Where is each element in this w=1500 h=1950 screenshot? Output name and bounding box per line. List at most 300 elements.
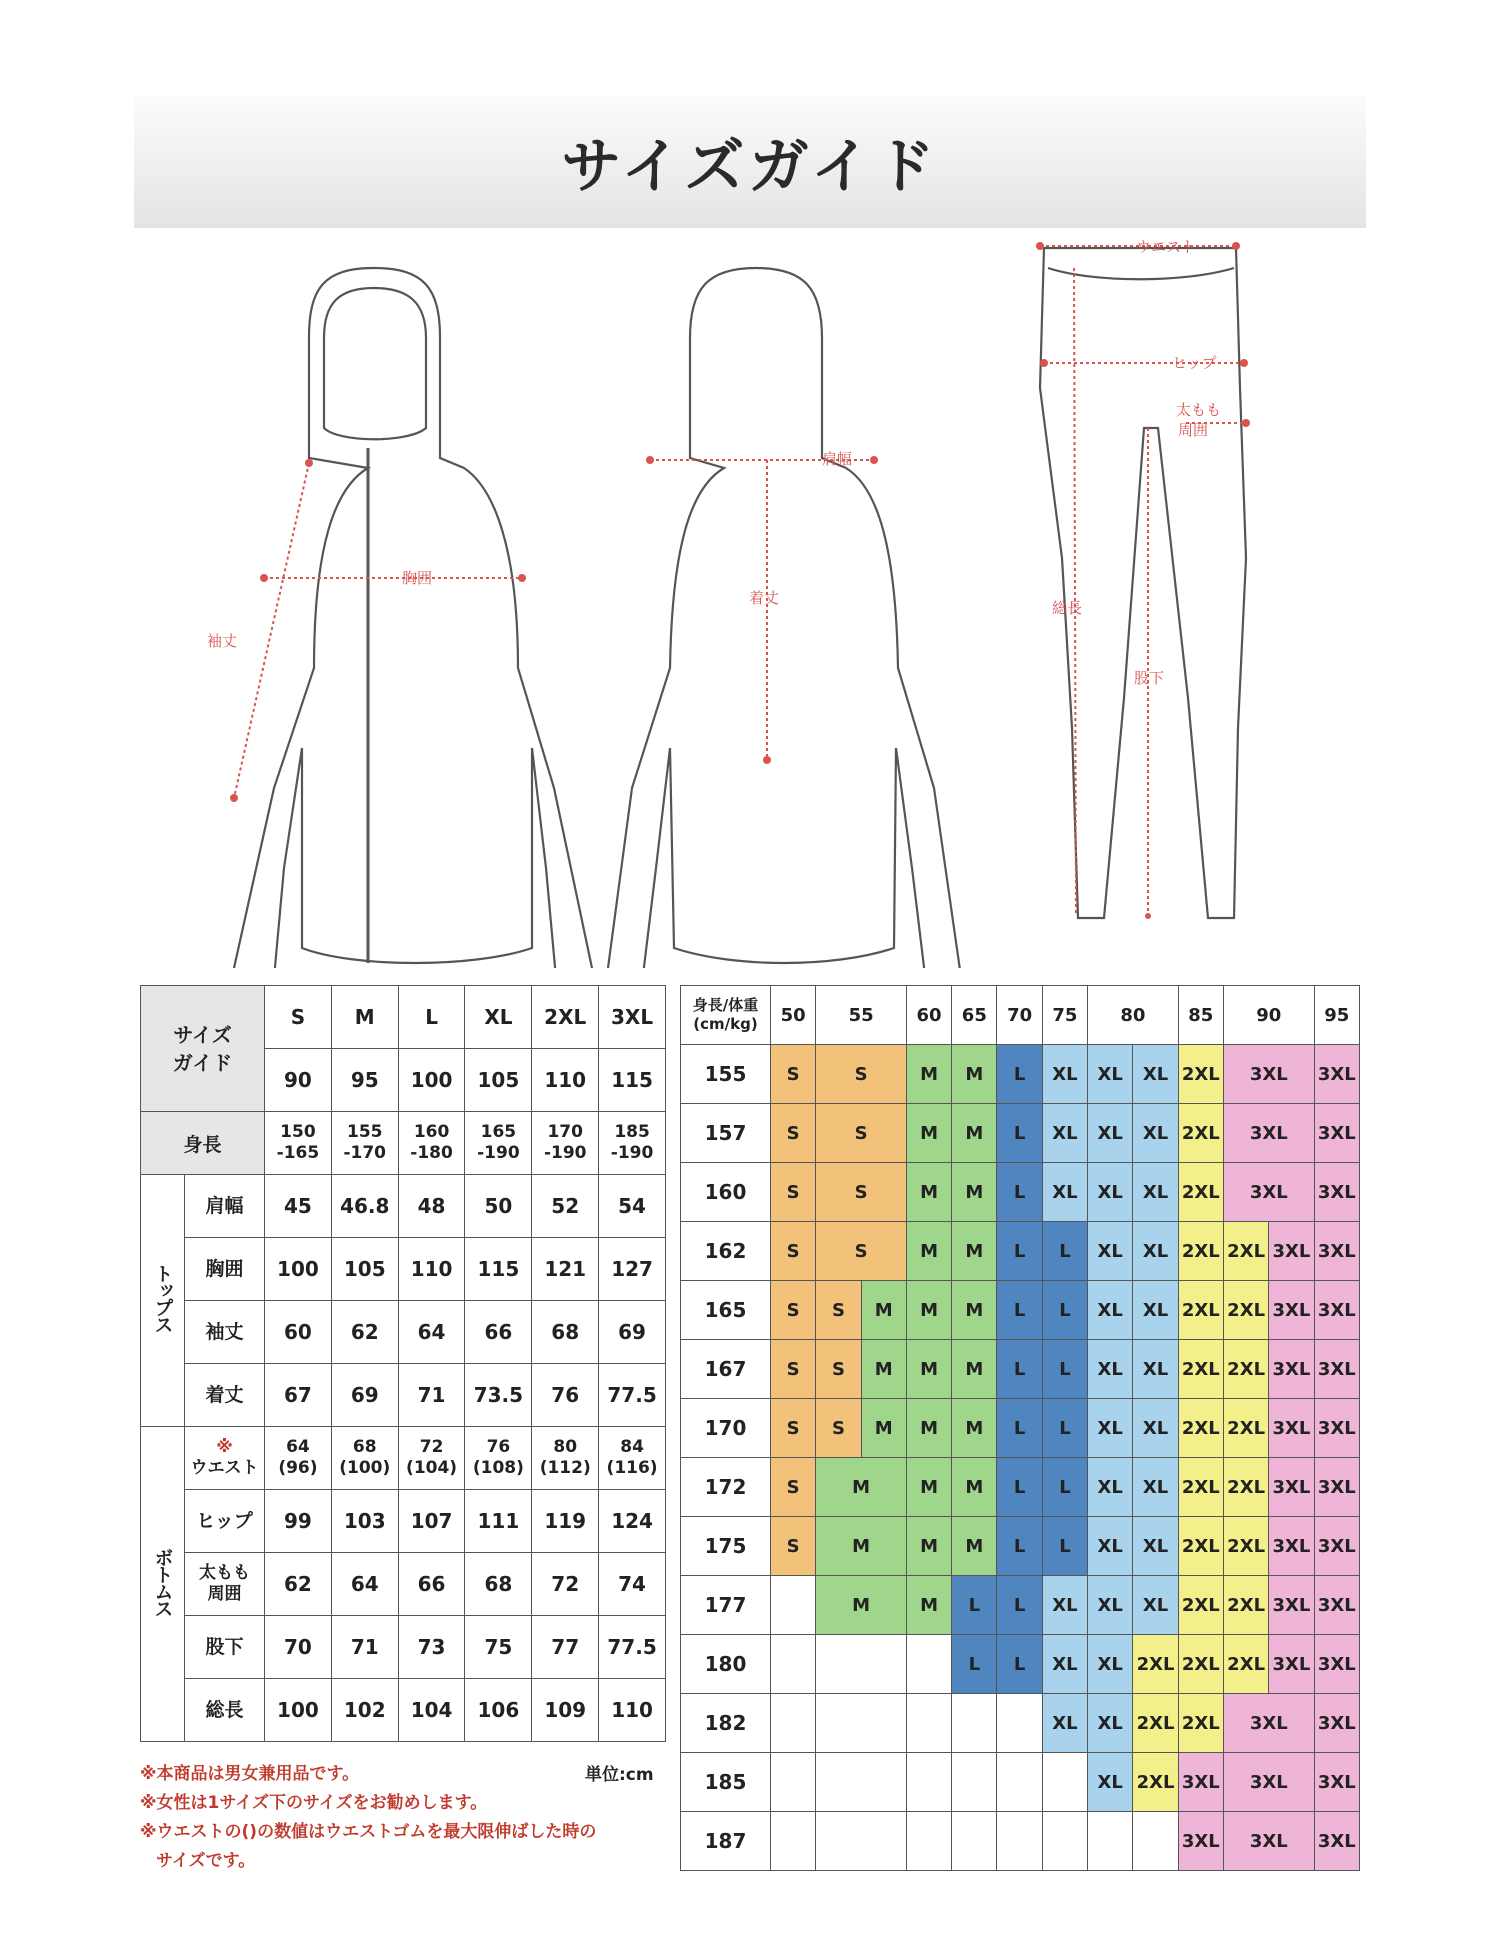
- garment-illustrations: [134, 228, 1366, 968]
- tops-measure-label: 袖丈: [185, 1301, 265, 1364]
- height-row-header: 155: [681, 1045, 771, 1104]
- height-row-header: 167: [681, 1340, 771, 1399]
- tops-value-cell: 110: [398, 1238, 465, 1301]
- fit-size-cell: 2XL: [1178, 1458, 1223, 1517]
- fit-empty-cell: [952, 1753, 997, 1812]
- fit-size-cell: 2XL: [1223, 1281, 1268, 1340]
- fit-size-cell: 3XL: [1178, 1753, 1223, 1812]
- fit-empty-cell: [952, 1694, 997, 1753]
- fit-size-cell: 3XL: [1314, 1340, 1359, 1399]
- fit-empty-cell: [771, 1812, 816, 1871]
- fit-size-cell: S: [816, 1045, 907, 1104]
- bottoms-value-cell: 75: [465, 1616, 532, 1679]
- fit-row: [681, 1222, 1360, 1281]
- tops-value-cell: 50: [465, 1175, 532, 1238]
- fit-empty-cell: [771, 1635, 816, 1694]
- bottoms-group-label: [141, 1427, 185, 1742]
- fit-size-cell: 3XL: [1314, 1458, 1359, 1517]
- fit-empty-cell: [1042, 1753, 1087, 1812]
- fit-size-cell: 3XL: [1314, 1104, 1359, 1163]
- fit-size-cell: M: [952, 1517, 997, 1576]
- fit-row: [681, 1458, 1360, 1517]
- label-inseam: 股下: [1134, 669, 1165, 687]
- fit-size-cell: M: [816, 1576, 907, 1635]
- fit-size-cell: 2XL: [1178, 1222, 1223, 1281]
- size-code-cell: 115: [599, 1049, 666, 1112]
- tops-value-cell: 62: [331, 1301, 398, 1364]
- bottoms-value-cell: 71: [331, 1616, 398, 1679]
- weight-header-cell: 70: [997, 986, 1042, 1045]
- fit-size-cell: M: [906, 1281, 951, 1340]
- fit-size-cell: L: [1042, 1458, 1087, 1517]
- bottoms-row: [141, 1616, 666, 1679]
- fit-size-cell: XL: [1042, 1635, 1087, 1694]
- tops-value-cell: 54: [599, 1175, 666, 1238]
- fit-size-cell: 3XL: [1314, 1517, 1359, 1576]
- fit-size-cell: L: [997, 1517, 1042, 1576]
- fit-empty-cell: [906, 1635, 951, 1694]
- pants-drawing: [1040, 248, 1246, 918]
- fit-size-cell: XL: [1088, 1517, 1133, 1576]
- waist-value-cell: 64 (96): [265, 1427, 332, 1490]
- bottoms-value-cell: 100: [265, 1679, 332, 1742]
- fit-size-cell: M: [906, 1458, 951, 1517]
- bottoms-value-cell: 107: [398, 1490, 465, 1553]
- fit-size-cell: XL: [1088, 1753, 1133, 1812]
- bottoms-value-cell: 66: [398, 1553, 465, 1616]
- height-row: [141, 1112, 666, 1175]
- fit-size-cell: S: [816, 1399, 861, 1458]
- fit-empty-cell: [771, 1694, 816, 1753]
- fit-size-cell: 2XL: [1133, 1694, 1178, 1753]
- fit-size-cell: 2XL: [1178, 1281, 1223, 1340]
- tops-row: [141, 1175, 666, 1238]
- size-guide-body: [141, 986, 666, 1742]
- tops-value-cell: 127: [599, 1238, 666, 1301]
- fit-size-cell: XL: [1133, 1576, 1178, 1635]
- bottoms-value-cell: 64: [331, 1553, 398, 1616]
- size-guide-table: [140, 985, 666, 1742]
- bottoms-measure-label: ヒップ: [185, 1490, 265, 1553]
- tops-value-cell: 77.5: [599, 1364, 666, 1427]
- fit-header-row: [681, 986, 1360, 1045]
- fit-size-cell: 2XL: [1178, 1104, 1223, 1163]
- fit-size-cell: M: [816, 1517, 907, 1576]
- tops-value-cell: 68: [532, 1301, 599, 1364]
- fit-size-cell: 3XL: [1314, 1045, 1359, 1104]
- tops-value-cell: 69: [331, 1364, 398, 1427]
- fit-size-cell: 2XL: [1223, 1576, 1268, 1635]
- tops-value-cell: 64: [398, 1301, 465, 1364]
- fit-size-cell: M: [952, 1340, 997, 1399]
- fit-size-cell: 3XL: [1269, 1399, 1314, 1458]
- tops-value-cell: 73.5: [465, 1364, 532, 1427]
- weight-header-cell: 75: [1042, 986, 1087, 1045]
- label-shoulder: 肩幅: [822, 450, 853, 468]
- fit-size-cell: XL: [1088, 1104, 1133, 1163]
- fit-size-cell: S: [771, 1281, 816, 1340]
- tops-value-cell: 115: [465, 1238, 532, 1301]
- fit-size-cell: M: [952, 1281, 997, 1340]
- garment-diagram-svg: [134, 228, 1366, 968]
- bottoms-value-cell: 70: [265, 1616, 332, 1679]
- fit-size-cell: 2XL: [1223, 1517, 1268, 1576]
- fit-size-cell: M: [906, 1399, 951, 1458]
- fit-size-cell: S: [771, 1104, 816, 1163]
- fit-size-cell: 2XL: [1133, 1635, 1178, 1694]
- fit-size-cell: 2XL: [1178, 1576, 1223, 1635]
- fit-size-cell: XL: [1088, 1635, 1133, 1694]
- fit-size-cell: L: [997, 1281, 1042, 1340]
- fit-size-cell: XL: [1133, 1163, 1178, 1222]
- size-header-cell: M: [331, 986, 398, 1049]
- weight-header-cell: 95: [1314, 986, 1359, 1045]
- bottoms-value-cell: 74: [599, 1553, 666, 1616]
- height-row-header: 180: [681, 1635, 771, 1694]
- bottoms-value-cell: 119: [532, 1490, 599, 1553]
- bottoms-value-cell: 104: [398, 1679, 465, 1742]
- tops-value-cell: 76: [532, 1364, 599, 1427]
- size-code-cell: 90: [265, 1049, 332, 1112]
- note-unisex: ※本商品は男女兼用品です。: [140, 1764, 360, 1784]
- fit-row: [681, 1104, 1360, 1163]
- fit-size-cell: M: [906, 1340, 951, 1399]
- fit-size-cell: 2XL: [1178, 1340, 1223, 1399]
- fit-empty-cell: [906, 1753, 951, 1812]
- bottoms-value-cell: 99: [265, 1490, 332, 1553]
- title-banner: [134, 96, 1366, 228]
- fit-size-cell: M: [906, 1045, 951, 1104]
- waist-value-cell: 68 (100): [331, 1427, 398, 1490]
- bottoms-value-cell: 77.5: [599, 1616, 666, 1679]
- height-row-header: 172: [681, 1458, 771, 1517]
- bottoms-value-cell: 106: [465, 1679, 532, 1742]
- bottoms-row: [141, 1490, 666, 1553]
- fit-size-cell: L: [997, 1340, 1042, 1399]
- fit-size-cell: XL: [1133, 1340, 1178, 1399]
- bottoms-group-text: ボトムス: [151, 1547, 174, 1616]
- fit-size-cell: S: [771, 1340, 816, 1399]
- bottoms-row: [141, 1553, 666, 1616]
- fit-size-cell: L: [997, 1635, 1042, 1694]
- bottoms-measure-label: 股下: [185, 1616, 265, 1679]
- fit-size-cell: 3XL: [1314, 1222, 1359, 1281]
- fit-size-cell: XL: [1133, 1104, 1178, 1163]
- fit-empty-cell: [816, 1812, 907, 1871]
- fit-empty-cell: [771, 1753, 816, 1812]
- tops-value-cell: 45: [265, 1175, 332, 1238]
- fit-size-cell: 3XL: [1223, 1163, 1314, 1222]
- fit-size-cell: 2XL: [1178, 1635, 1223, 1694]
- weight-header-cell: 80: [1088, 986, 1179, 1045]
- size-header-cell: S: [265, 986, 332, 1049]
- fit-size-cell: 2XL: [1178, 1399, 1223, 1458]
- height-row-header: 177: [681, 1576, 771, 1635]
- bottoms-value-cell: 111: [465, 1490, 532, 1553]
- bottoms-value-cell: 102: [331, 1679, 398, 1742]
- tops-row: [141, 1301, 666, 1364]
- fit-empty-cell: [1042, 1812, 1087, 1871]
- waist-value-cell: 72 (104): [398, 1427, 465, 1490]
- fit-size-cell: 3XL: [1269, 1576, 1314, 1635]
- waist-row: [141, 1427, 666, 1490]
- tops-value-cell: 69: [599, 1301, 666, 1364]
- fit-size-cell: L: [1042, 1399, 1087, 1458]
- fit-size-cell: M: [861, 1281, 906, 1340]
- bottoms-value-cell: 68: [465, 1553, 532, 1616]
- waist-note-mark: ※: [216, 1437, 233, 1457]
- fit-size-cell: M: [906, 1222, 951, 1281]
- fit-size-cell: L: [997, 1458, 1042, 1517]
- fit-size-cell: M: [906, 1576, 951, 1635]
- tops-measure-label: 着丈: [185, 1364, 265, 1427]
- label-length: 着丈: [749, 589, 780, 607]
- tops-value-cell: 46.8: [331, 1175, 398, 1238]
- height-range-cell: 150 -165: [265, 1112, 332, 1175]
- size-code-cell: 95: [331, 1049, 398, 1112]
- height-row-header: 160: [681, 1163, 771, 1222]
- fit-size-cell: 3XL: [1314, 1163, 1359, 1222]
- label-chest: 胸囲: [402, 569, 433, 587]
- fit-size-cell: S: [816, 1222, 907, 1281]
- fit-size-cell: L: [1042, 1222, 1087, 1281]
- fit-size-cell: 3XL: [1223, 1694, 1314, 1753]
- fit-size-cell: XL: [1042, 1576, 1087, 1635]
- fit-row: [681, 1045, 1360, 1104]
- fit-size-cell: M: [952, 1399, 997, 1458]
- fit-size-cell: XL: [1042, 1163, 1087, 1222]
- fit-row: [681, 1517, 1360, 1576]
- fit-size-cell: M: [906, 1104, 951, 1163]
- fit-size-cell: 2XL: [1178, 1163, 1223, 1222]
- weight-header-cell: 55: [816, 986, 907, 1045]
- fit-size-cell: XL: [1088, 1222, 1133, 1281]
- fit-size-cell: S: [816, 1340, 861, 1399]
- height-range-cell: 155 -170: [331, 1112, 398, 1175]
- label-waist: ウエスト: [1136, 238, 1197, 256]
- size-code-cell: 105: [465, 1049, 532, 1112]
- tops-value-cell: 67: [265, 1364, 332, 1427]
- bottoms-value-cell: 73: [398, 1616, 465, 1679]
- waist-measure-label: ※ ウエスト: [185, 1427, 265, 1490]
- fit-size-cell: 3XL: [1178, 1812, 1223, 1871]
- fit-row: [681, 1753, 1360, 1812]
- size-header-cell: 2XL: [532, 986, 599, 1049]
- fit-size-cell: S: [816, 1163, 907, 1222]
- weight-header-cell: 65: [952, 986, 997, 1045]
- fit-size-cell: XL: [1133, 1399, 1178, 1458]
- waist-value-cell: 84 (116): [599, 1427, 666, 1490]
- fit-size-cell: L: [952, 1576, 997, 1635]
- fit-size-cell: XL: [1042, 1104, 1087, 1163]
- tops-group-text: トップス: [151, 1264, 174, 1332]
- fit-size-cell: M: [952, 1222, 997, 1281]
- label-sleeve: 袖丈: [207, 632, 238, 650]
- weight-header-cell: 90: [1223, 986, 1314, 1045]
- label-hip: ヒップ: [1172, 354, 1217, 372]
- size-header-row: [141, 986, 666, 1049]
- fit-size-cell: XL: [1088, 1340, 1133, 1399]
- label-thigh-2: 周囲: [1178, 421, 1209, 439]
- size-guide-corner: サイズ ガイド: [141, 986, 265, 1112]
- note-waist-continued: サイズです。: [156, 1851, 256, 1871]
- fit-size-cell: XL: [1042, 1045, 1087, 1104]
- fit-table-body: [681, 986, 1360, 1871]
- size-header-cell: XL: [465, 986, 532, 1049]
- bottoms-measure-label: 太もも 周囲: [185, 1553, 265, 1616]
- fit-size-cell: S: [816, 1104, 907, 1163]
- height-range-cell: 185 -190: [599, 1112, 666, 1175]
- bottoms-value-cell: 77: [532, 1616, 599, 1679]
- fit-row: [681, 1281, 1360, 1340]
- bottoms-value-cell: 109: [532, 1679, 599, 1742]
- tops-value-cell: 100: [265, 1238, 332, 1301]
- fit-empty-cell: [952, 1812, 997, 1871]
- tops-value-cell: 52: [532, 1175, 599, 1238]
- height-range-cell: 160 -180: [398, 1112, 465, 1175]
- size-header-cell: 3XL: [599, 986, 666, 1049]
- fit-row: [681, 1163, 1360, 1222]
- fit-size-cell: L: [997, 1399, 1042, 1458]
- fit-size-cell: 2XL: [1178, 1517, 1223, 1576]
- label-thigh-1: 太もも: [1176, 401, 1222, 419]
- height-row-header: 157: [681, 1104, 771, 1163]
- bottoms-value-cell: 110: [599, 1679, 666, 1742]
- fit-size-cell: S: [771, 1163, 816, 1222]
- fit-empty-cell: [1088, 1812, 1133, 1871]
- tops-row: [141, 1364, 666, 1427]
- fit-size-cell: 2XL: [1223, 1399, 1268, 1458]
- fit-size-cell: XL: [1133, 1458, 1178, 1517]
- fit-size-cell: 2XL: [1223, 1458, 1268, 1517]
- fit-size-cell: 3XL: [1269, 1340, 1314, 1399]
- fit-size-cell: 3XL: [1223, 1104, 1314, 1163]
- fit-size-cell: XL: [1088, 1458, 1133, 1517]
- height-row-header: 165: [681, 1281, 771, 1340]
- bottoms-value-cell: 103: [331, 1490, 398, 1553]
- height-row-header: 175: [681, 1517, 771, 1576]
- fit-size-cell: 2XL: [1223, 1635, 1268, 1694]
- fit-size-cell: 3XL: [1314, 1281, 1359, 1340]
- bottoms-value-cell: 62: [265, 1553, 332, 1616]
- fit-row: [681, 1340, 1360, 1399]
- fit-size-cell: M: [952, 1104, 997, 1163]
- tops-row: [141, 1238, 666, 1301]
- size-code-cell: 100: [398, 1049, 465, 1112]
- hoodie-front-drawing: [234, 268, 594, 968]
- fit-empty-cell: [997, 1812, 1042, 1871]
- fit-size-cell: 3XL: [1223, 1045, 1314, 1104]
- fit-size-cell: L: [1042, 1517, 1087, 1576]
- fit-size-cell: L: [997, 1222, 1042, 1281]
- fit-empty-cell: [771, 1576, 816, 1635]
- size-code-cell: 110: [532, 1049, 599, 1112]
- height-row-header: 187: [681, 1812, 771, 1871]
- tops-group-label: [141, 1175, 185, 1427]
- note-waist: ※ウエストの()の数値はウエストゴムを最大限伸ばした時の: [140, 1822, 597, 1842]
- fit-size-cell: 2XL: [1178, 1694, 1223, 1753]
- fit-size-cell: L: [997, 1045, 1042, 1104]
- hoodie-back-drawing: [604, 268, 964, 968]
- tops-value-cell: 48: [398, 1175, 465, 1238]
- weight-header-cell: 85: [1178, 986, 1223, 1045]
- fit-size-cell: 3XL: [1223, 1812, 1314, 1871]
- fit-size-cell: M: [906, 1517, 951, 1576]
- bottoms-row: [141, 1679, 666, 1742]
- fit-size-cell: M: [906, 1163, 951, 1222]
- fit-size-cell: 3XL: [1314, 1576, 1359, 1635]
- fit-size-cell: M: [952, 1458, 997, 1517]
- fit-size-cell: 2XL: [1178, 1045, 1223, 1104]
- size-header-cell: L: [398, 986, 465, 1049]
- fit-size-cell: L: [997, 1576, 1042, 1635]
- fit-size-cell: 3XL: [1314, 1399, 1359, 1458]
- fit-size-cell: XL: [1088, 1576, 1133, 1635]
- fit-size-cell: S: [771, 1222, 816, 1281]
- fit-size-cell: 3XL: [1314, 1694, 1359, 1753]
- fit-row: [681, 1576, 1360, 1635]
- height-row-header: 162: [681, 1222, 771, 1281]
- fit-size-cell: 2XL: [1223, 1340, 1268, 1399]
- fit-size-cell: S: [816, 1281, 861, 1340]
- height-label: 身長: [141, 1112, 265, 1175]
- fit-size-cell: 3XL: [1269, 1458, 1314, 1517]
- tops-value-cell: 60: [265, 1301, 332, 1364]
- fit-size-cell: L: [1042, 1281, 1087, 1340]
- weight-header-cell: 60: [906, 986, 951, 1045]
- fit-size-cell: XL: [1088, 1399, 1133, 1458]
- fit-size-cell: 3XL: [1269, 1222, 1314, 1281]
- height-weight-fit-table: [680, 985, 1360, 1871]
- page-title: サイズガイド: [561, 132, 939, 202]
- fit-size-cell: XL: [1088, 1045, 1133, 1104]
- fit-size-cell: 3XL: [1314, 1812, 1359, 1871]
- fit-size-cell: L: [1042, 1340, 1087, 1399]
- fit-empty-cell: [1133, 1812, 1178, 1871]
- fit-size-cell: XL: [1133, 1222, 1178, 1281]
- height-row-header: 185: [681, 1753, 771, 1812]
- fit-size-cell: M: [861, 1340, 906, 1399]
- fit-table-corner: 身長/体重 (cm/kg): [681, 986, 771, 1045]
- fit-empty-cell: [906, 1812, 951, 1871]
- height-row-header: 182: [681, 1694, 771, 1753]
- fit-empty-cell: [997, 1694, 1042, 1753]
- tops-value-cell: 105: [331, 1238, 398, 1301]
- bottoms-value-cell: 72: [532, 1553, 599, 1616]
- fit-size-cell: L: [952, 1635, 997, 1694]
- fit-size-cell: XL: [1088, 1694, 1133, 1753]
- fit-size-cell: M: [816, 1458, 907, 1517]
- fit-size-cell: 3XL: [1314, 1753, 1359, 1812]
- bottoms-measure-label: 総長: [185, 1679, 265, 1742]
- fit-size-cell: XL: [1088, 1163, 1133, 1222]
- fit-size-cell: S: [771, 1517, 816, 1576]
- fit-size-cell: XL: [1133, 1517, 1178, 1576]
- fit-size-cell: S: [771, 1045, 816, 1104]
- tops-value-cell: 66: [465, 1301, 532, 1364]
- fit-size-cell: XL: [1042, 1694, 1087, 1753]
- fit-size-cell: XL: [1133, 1281, 1178, 1340]
- fit-empty-cell: [816, 1753, 907, 1812]
- height-row-header: 170: [681, 1399, 771, 1458]
- fit-size-cell: XL: [1088, 1281, 1133, 1340]
- fit-size-cell: S: [771, 1458, 816, 1517]
- bottoms-value-cell: 124: [599, 1490, 666, 1553]
- waist-value-cell: 80 (112): [532, 1427, 599, 1490]
- fit-size-cell: 3XL: [1314, 1635, 1359, 1694]
- fit-size-cell: L: [997, 1104, 1042, 1163]
- fit-size-cell: 3XL: [1223, 1753, 1314, 1812]
